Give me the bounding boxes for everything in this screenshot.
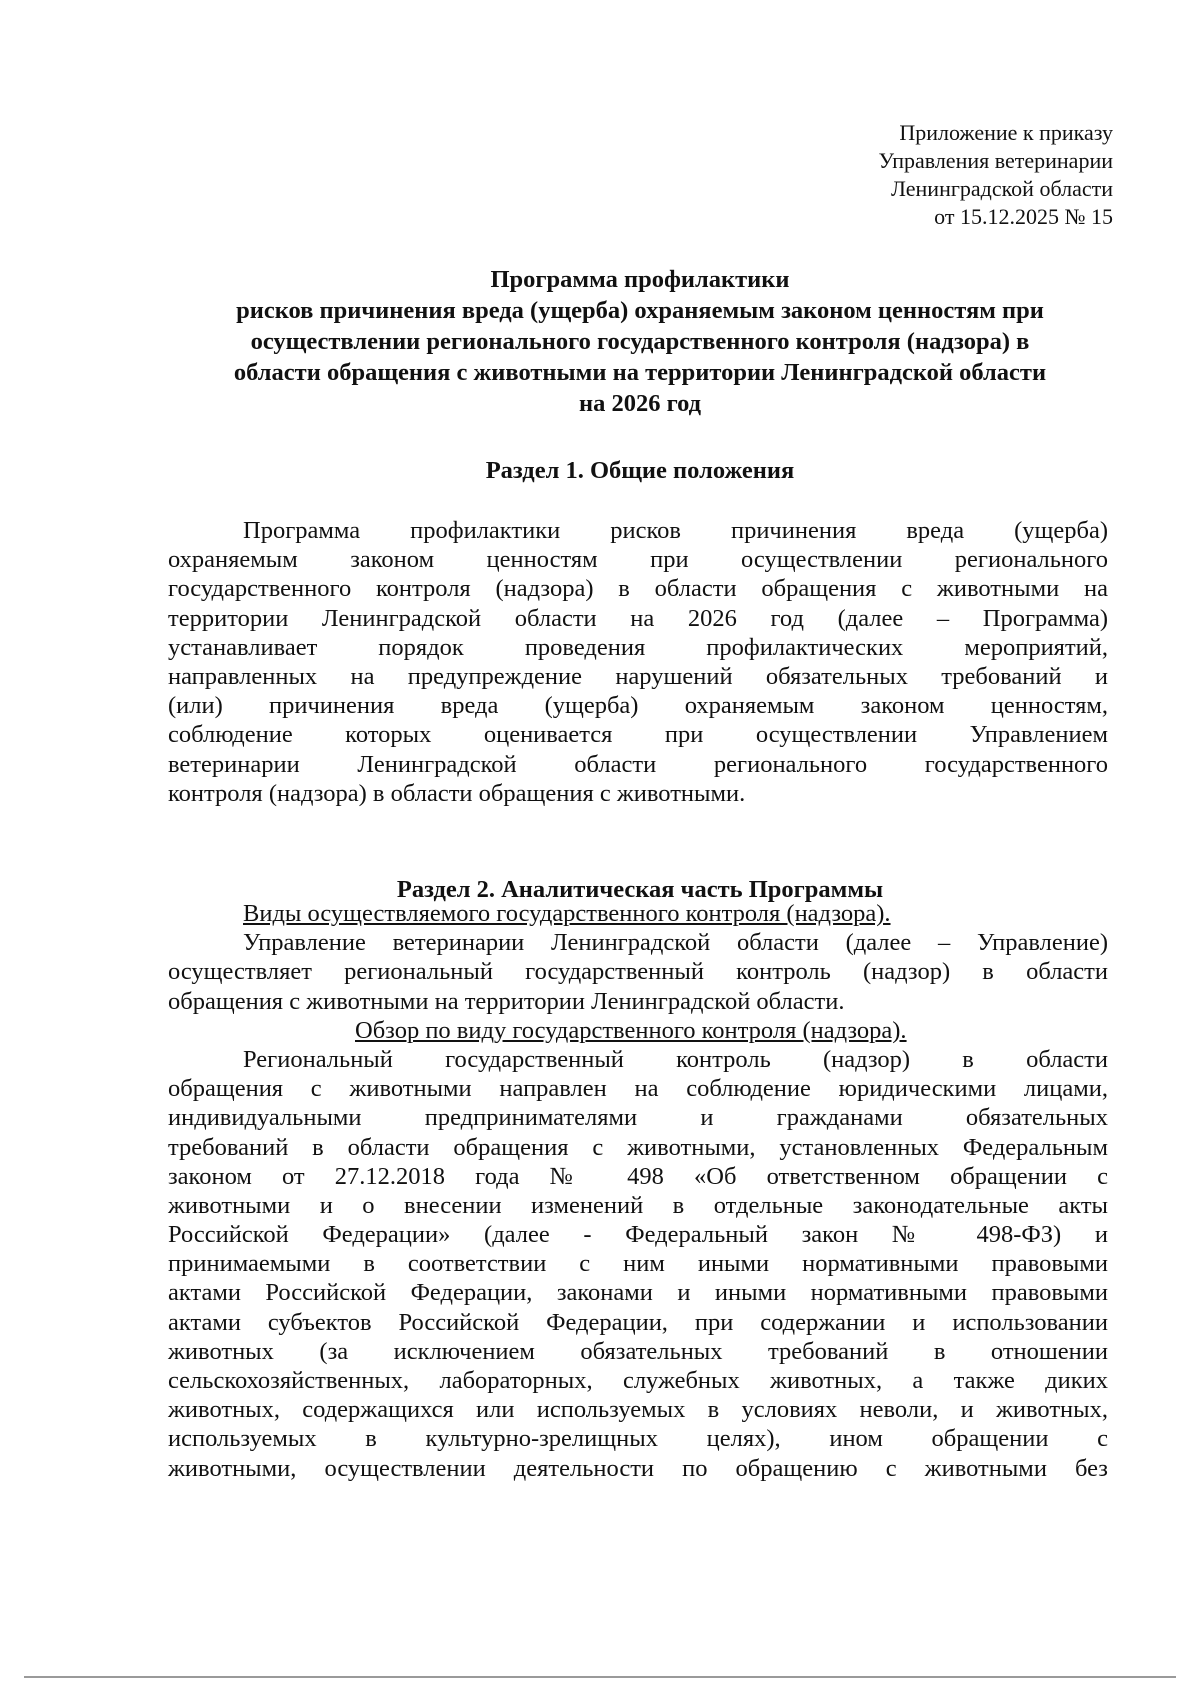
paragraph-line: Программа профилактики рисков причинения вреда (ущерба) (243, 517, 1108, 544)
paragraph-line: обращения с животными на территории Ленинградской области. (168, 987, 845, 1015)
paragraph-line: соблюдение которых оценивается при осуществлении Управлением (168, 721, 1108, 749)
paragraph-line: сельскохозяйственных, лабораторных, служебных животных, а также диких (168, 1367, 1108, 1394)
appendix-line: Приложение к приказу (899, 120, 1113, 145)
paragraph-line: законом от 27.12.2018 года № 498 «Об ответственном обращении с (168, 1162, 1108, 1190)
paragraph-line: территории Ленинградской области на 2026 год (далее – Программа) (168, 604, 1108, 632)
paragraph-line: животных, содержащихся или используемых в условиях неволи, и животных, (168, 1396, 1108, 1424)
section-1-heading: Раздел 1. Общие положения (485, 457, 795, 484)
paragraph-line: Российской Федерации» (далее - Федеральный закон № 498-ФЗ) и (168, 1221, 1108, 1249)
appendix-line: Управления ветеринарии (878, 148, 1113, 173)
paragraph-line: актами Российской Федерации, законами и иными нормативными правовыми (168, 1279, 1108, 1307)
subheading-control-overview: Обзор по виду государственного контроля (надзора). (355, 1016, 907, 1044)
appendix-line: Ленинградской области (891, 176, 1113, 201)
paragraph-line: государственного контроля (надзора) в области обращения с животными на (168, 575, 1108, 603)
appendix-date-number: от 15.12.2025 № 15 (934, 204, 1113, 229)
paragraph-line: охраняемым законом ценностям при осуществлении регионального (168, 546, 1108, 574)
paragraph-line: требований в области обращения с животными, установленных Федеральным (168, 1133, 1108, 1161)
paragraph-line: ветеринарии Ленинградской области регионального государственного (168, 750, 1108, 778)
paragraph-line: устанавливает порядок проведения профилактических мероприятий, (168, 633, 1108, 661)
subheading-control-kinds: Виды осуществляемого государственного контроля (надзора). (243, 900, 891, 927)
paragraph-line: Управление ветеринарии Ленинградской области (далее – Управление) (243, 929, 1108, 957)
section-2-body (168, 899, 1108, 1483)
paragraph-line: обращения с животными направлен на соблюдение юридическими лицами, (168, 1075, 1108, 1103)
appendix-reference (693, 119, 1113, 231)
title-line: на 2026 год (578, 390, 702, 417)
paragraph-line: актами субъектов Российской Федерации, при содержании и использовании (168, 1308, 1108, 1336)
paragraph-line: контроля (надзора) в области обращения с животными. (168, 779, 746, 807)
title-line: области обращения с животными на территории Ленинградской области (233, 359, 1047, 386)
paragraph-line: Региональный государственный контроль (надзор) в области (243, 1045, 1108, 1073)
document-title (168, 264, 1112, 419)
paragraph-line: животными и о внесении изменений в отдельные законодательные акты (168, 1191, 1108, 1219)
paragraph-line: осуществляет региональный государственный контроль (надзор) в области (168, 958, 1108, 986)
title-line: осуществлении регионального государственного контроля (надзора) в (250, 328, 1030, 355)
paragraph-line: животных (за исключением обязательных требований в отношении (168, 1337, 1108, 1365)
section-2-heading: Раздел 2. Аналитическая часть Программы (396, 876, 884, 903)
paragraph-line: используемых в культурно-зрелищных целях), ином обращении с (168, 1425, 1108, 1453)
paragraph-line: (или) причинения вреда (ущерба) охраняемым законом ценностям, (168, 692, 1108, 720)
paragraph-line: направленных на предупреждение нарушений обязательных требований и (168, 662, 1108, 690)
title-line: рисков причинения вреда (ущерба) охраняемым законом ценностям при (236, 297, 1044, 324)
paragraph-line: принимаемыми в соответствии с ним иными нормативными правовыми (168, 1250, 1108, 1278)
title-line: Программа профилактики (490, 266, 790, 293)
paragraph-line: животными, осуществлении деятельности по обращению с животными без (168, 1454, 1108, 1482)
scan-bottom-edge-line (24, 1676, 1176, 1678)
paragraph-line: индивидуальными предпринимателями и гражданами обязательных (168, 1104, 1108, 1132)
section-1-paragraph (168, 516, 1108, 808)
